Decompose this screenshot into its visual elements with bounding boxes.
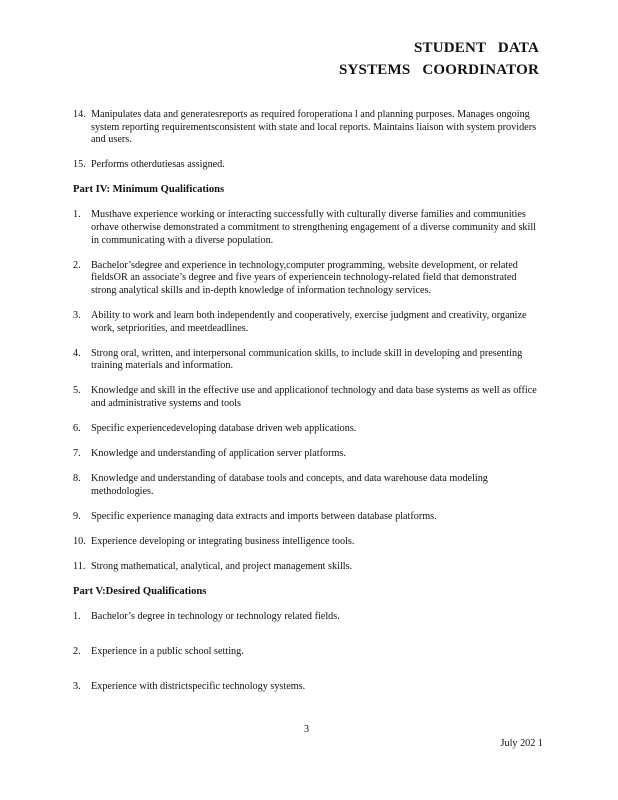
item-text: Knowledge and skill in the effective use and applicationof technology and data base systems as well as office and administrative systems and tools [91,385,537,409]
item-number: 8. [73,473,81,485]
item-number: 3. [73,680,81,692]
duty-item-14 [73,109,543,147]
qualification-item-4 [73,348,543,373]
item-number: 6. [73,423,81,435]
item-number: 2. [73,259,81,271]
qualification-item-5 [73,385,543,410]
item-number: 11. [73,561,86,573]
item-text: Strong oral, written, and interpersonal communication skills, to include skill in developing and presenting training materials and information. [91,347,523,372]
item-text: Strong mathematical, analytical, and project management skills. [91,561,353,573]
qualification-item-6 [73,423,543,436]
item-number: 7. [73,448,81,460]
item-number: 1. [73,209,81,221]
qualification-item-7 [73,448,543,461]
duty-item-15 [73,159,543,172]
qualification-item-9 [73,511,543,524]
title-line-2: SYSTEMS COORDINATOR [338,62,539,78]
section-heading-part-v: Part V:Desired Qualifications [73,586,207,598]
revision-date: July 202 1 [500,738,543,749]
item-text: Experience with districtspecific technology systems. [91,680,306,692]
item-text: Specific experience managing data extracts and imports between database platforms. [91,510,437,522]
qualification-item-2 [73,260,543,298]
section-heading-part-iv: Part IV: Minimum Qualifications [73,184,225,196]
item-text: Experience in a public school setting. [91,645,244,657]
item-text: Performs otherdutiesas assigned. [91,159,225,171]
item-number: 14. [73,109,86,120]
item-text: Knowledge and understanding of application server platforms. [91,448,346,460]
item-number: 5. [73,385,81,397]
desired-item-3 [73,681,543,694]
item-text: Bachelor’s degree in technology or technology related fields. [91,611,340,623]
qualification-item-3 [73,310,543,335]
item-number: 1. [73,611,81,623]
document-title [339,37,539,81]
qualification-item-8 [73,473,543,498]
item-number: 15. [73,159,86,171]
item-text: Ability to work and learn both independently and cooperatively, exercise judgment and creativity, organize work, setpriorities, and meetdeadlines. [91,310,527,334]
desired-item-1 [73,611,543,624]
item-text: Experience developing or integrating business intelligence tools. [91,536,355,548]
page-number: 3 [304,724,310,735]
item-number: 9. [73,510,81,522]
item-number: 10. [73,536,86,548]
qualification-item-11 [73,561,543,574]
item-text: Bachelor’sdegree and experience in technology,computer programming, website development, or related fieldsOR an associate’s degree and five years of experiencein technology-related field that demonstrated strong analytical skills and in-depth knowledge of information technology services. [91,259,518,296]
item-number: 2. [73,645,81,657]
document-body [73,109,543,706]
item-text: Specific experiencedeveloping database driven web applications. [91,423,357,435]
item-text: Knowledge and understanding of database tools and concepts, and data warehouse data modeling methodologies. [91,473,488,497]
item-number: 4. [73,347,81,359]
item-text: Musthave experience working or interacting successfully with culturally diverse families and communities orhave otherwise demonstrated a commitment to strengthening engagement of a diverse community and skill in communicating with a diverse population. [91,209,537,246]
qualification-item-1 [73,209,543,247]
qualification-item-10 [73,536,543,549]
desired-item-2 [73,646,543,659]
item-text: Manipulates data and generatesreports as required foroperationa l and planning purposes. Manages ongoing system reporting requirementsconsistent with state and local reports. Maintains liaison with system providers and users. [91,109,537,146]
item-number: 3. [73,310,81,322]
title-line-1: STUDENT DATA [413,40,539,56]
